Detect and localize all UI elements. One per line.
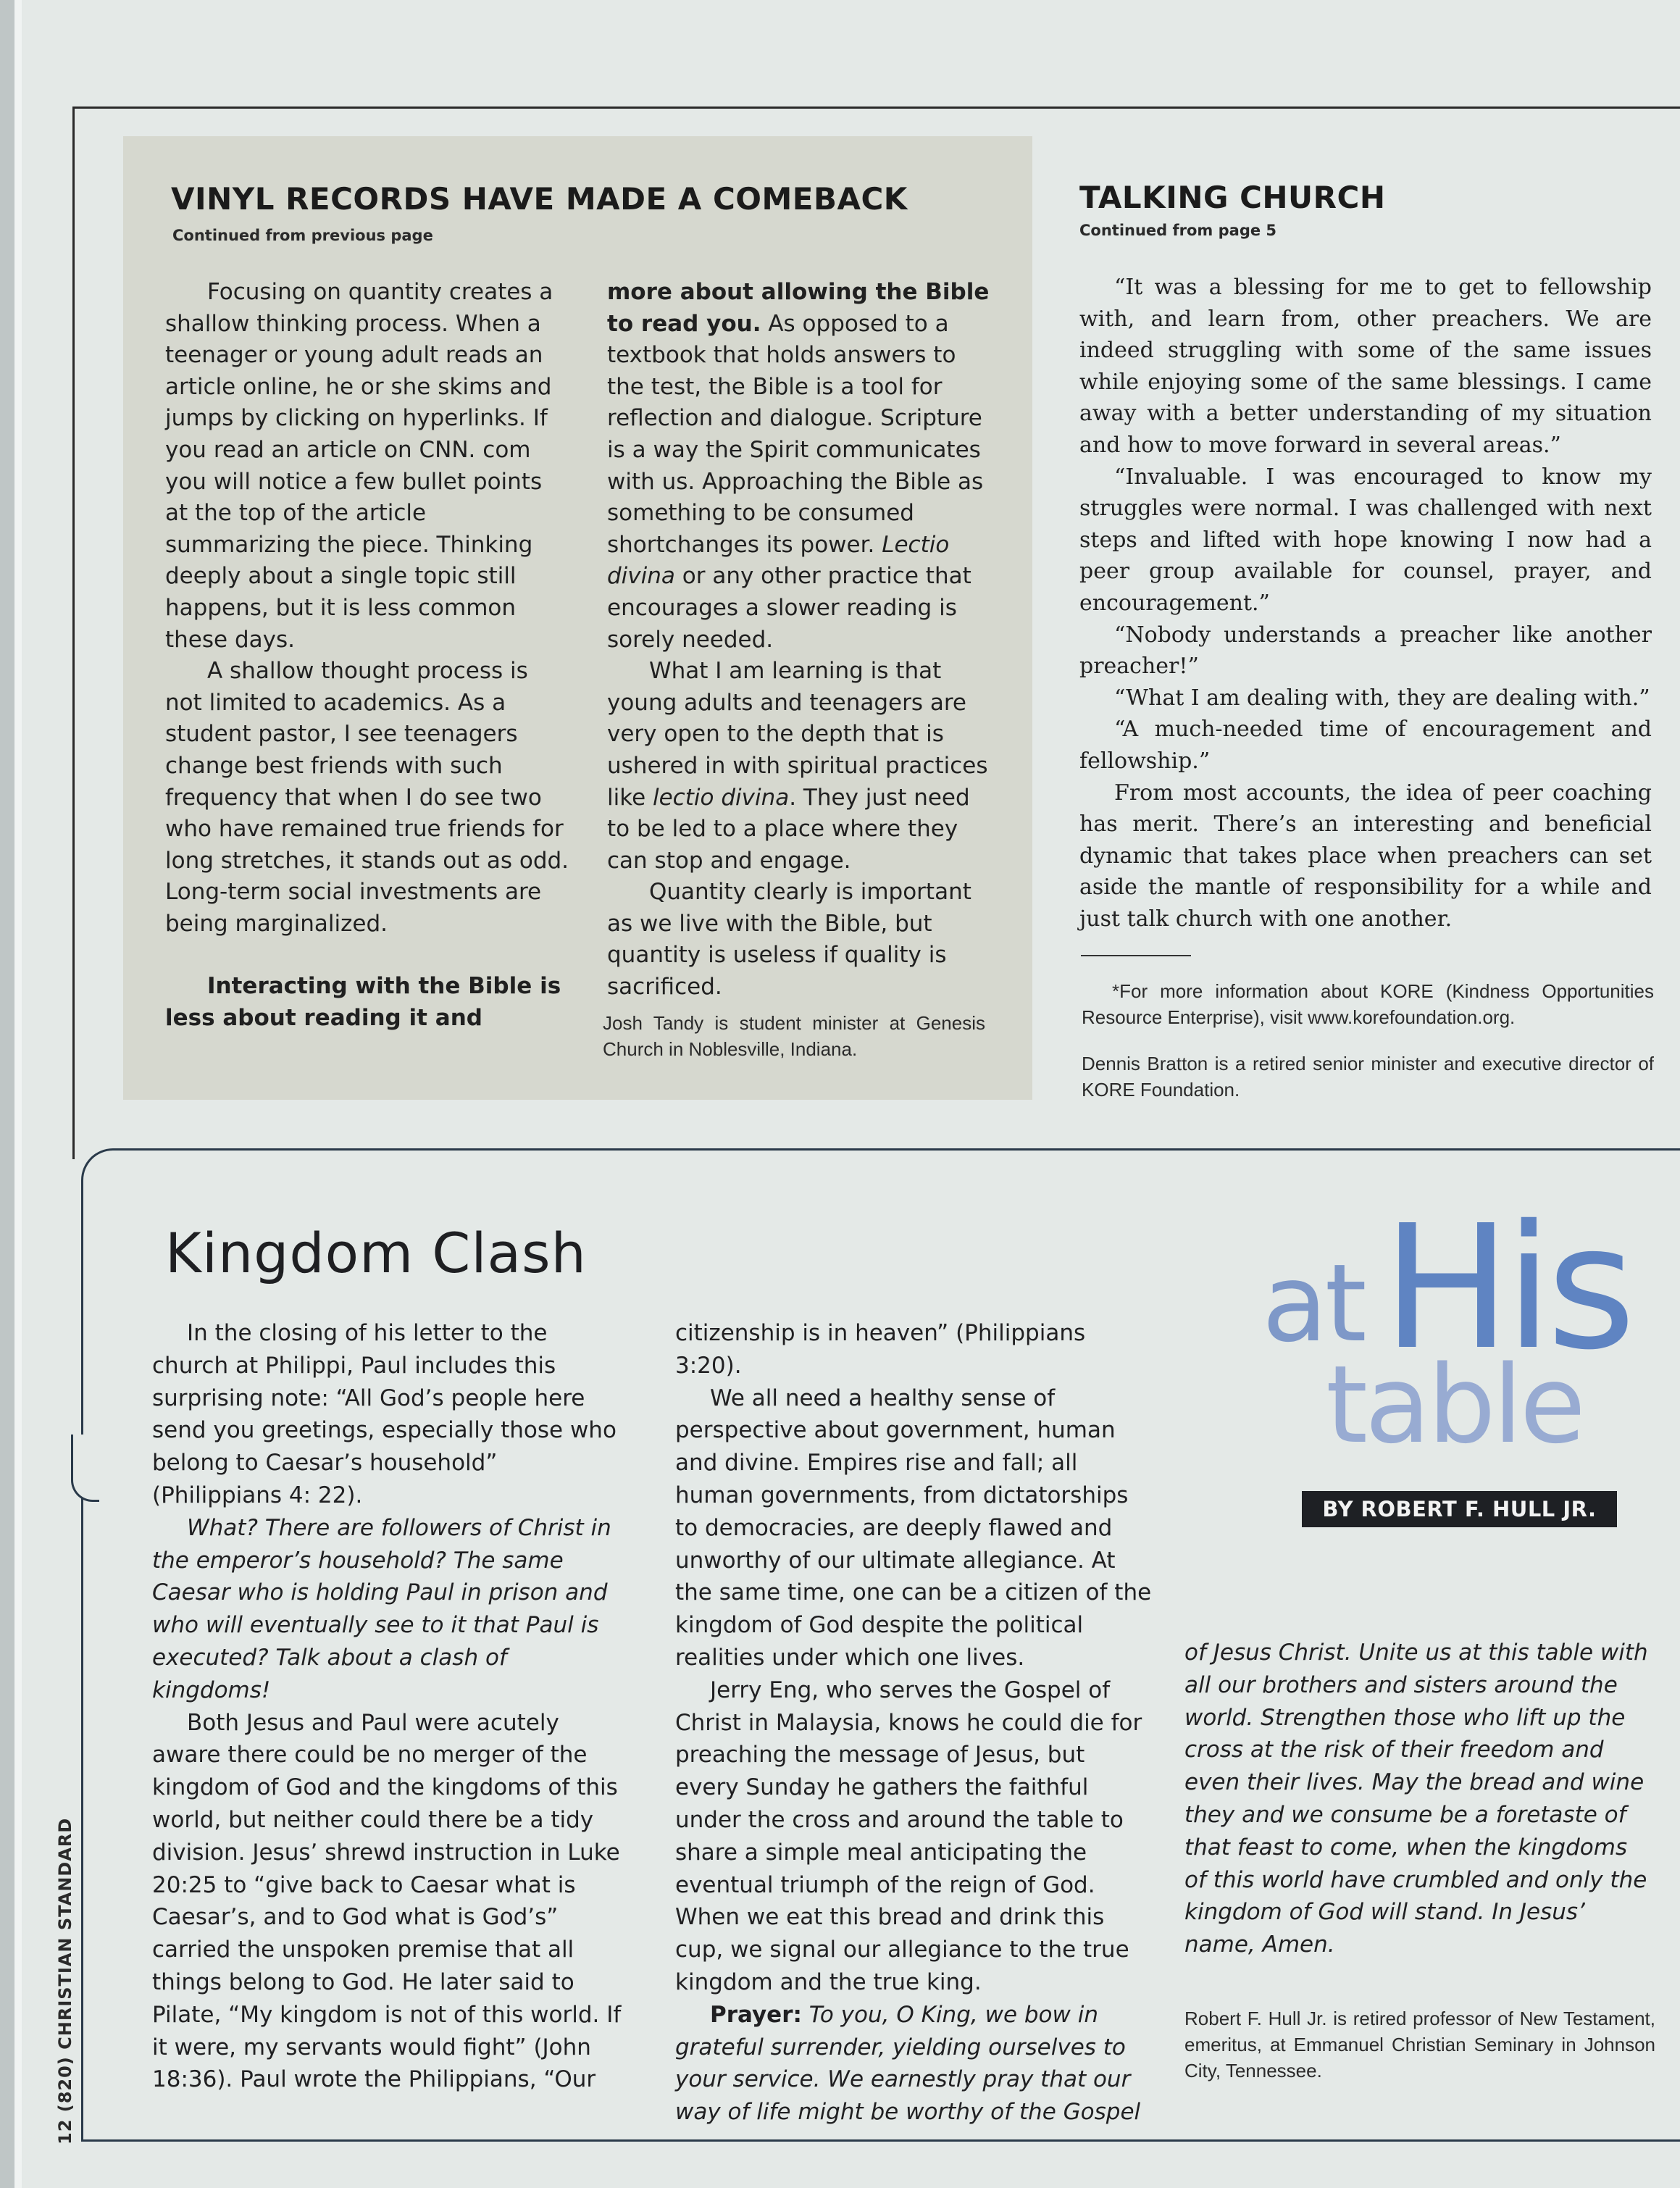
italic-text: lectio divina xyxy=(653,784,790,811)
vinyl-paragraph: A shallow thought process is not limited to academics. As a student pastor, I see teenagers change best friends with such frequency that when I do see two who have remained true friends for long stretches, it stands out as odd. Long-term social investments are being marginalized. xyxy=(165,658,569,937)
kingdom-column-2 xyxy=(675,1317,1153,2129)
kingdom-paragraph: Both Jesus and Paul were acutely aware there could be no merger of the kingdom of God and the kingdoms of this world, but neither could there be a tidy division. Jesus’ shrewd instruction in Luke 20:25 to “give back to Caesar what is Caesar’s, and to God what is God’s” carried the unspoken premise that all things belong to God. He later said to Pilate, “My kingdom is not of this world. If it were, my servants would fight” (John 18:36). Paul wrote the Philippians, “Our xyxy=(152,1709,622,2093)
talking-column xyxy=(1079,272,1652,935)
column-logo-table: table xyxy=(1326,1343,1583,1467)
quote-paragraph: “Nobody understands a preacher like another preacher!” xyxy=(1079,622,1652,680)
italic-text: of Jesus Christ. Unite us at this table with all our brothers and sisters around the world. Strengthen those who lift up the cross at the risk of their freedom and even their lives. May the bread and wine they and we consume be a foretaste of that feast to come, when the kingdoms of this world have crumbled and only the kingdom of God will stand. In Jesus’ name, Amen. xyxy=(1184,1640,1648,1958)
vinyl-paragraph xyxy=(607,277,998,656)
quote-paragraph: “It was a blessing for me to get to fellowship with, and learn from, other preachers. We are indeed struggling with some of the same issues while enjoying some of the same blessings. I came away with a better understanding of my situation and how to move forward in several areas.” xyxy=(1079,275,1652,458)
vinyl-paragraph xyxy=(607,656,998,877)
quote-paragraph: “Invaluable. I was encouraged to know my struggles were normal. I was challenged with next steps and lifted with hope knowing I now had a peer group available for counsel, prayer, and encouragement.” xyxy=(1079,464,1652,616)
italic-text: To you, O King, we bow in grateful surrender, yielding ourselves to your service. We earnestly pray that our way of life might be worthy of the Gospel xyxy=(675,2001,1141,2126)
kingdom-column-3 xyxy=(1184,1637,1648,1961)
text-run: or any other practice that encourages a slower reading is sorely needed. xyxy=(607,563,971,653)
kingdom-paragraph: citizenship is in heaven” (Philippians 3:20). xyxy=(675,1320,1086,1379)
vinyl-column-1 xyxy=(165,277,571,1035)
text-run: As opposed to a textbook that holds answers to the test, the Bible is a tool for reflection and dialogue. Scripture is a way the Spirit communicates with us. Approaching the Bible as something to be consumed shortchanges its power. xyxy=(607,310,984,558)
vinyl-continued-note: Continued from previous page xyxy=(172,227,433,244)
talking-article-title: TALKING CHURCH xyxy=(1079,180,1386,215)
vinyl-author-bio: Josh Tandy is student minister at Genesis Church in Noblesville, Indiana. xyxy=(603,1012,985,1060)
text-run: What I am learning is that young adults and teenagers are very open to the depth that is ushered in with spiritual practices like xyxy=(607,658,988,811)
kingdom-column-1 xyxy=(152,1317,630,2096)
vinyl-paragraph: Focusing on quantity creates a shallow thinking process. When a teenager or young adult reads an article online, he or she skims and jumps by clicking on hyperlinks. If you read an article on CNN. com you will notice a few bullet points at the top of the article summarizing the piece. Thinking deeply about a single topic still happens, but it is less common these days. xyxy=(165,279,553,653)
kingdom-paragraph-italic xyxy=(152,1512,630,1707)
footnote-divider xyxy=(1081,955,1191,956)
italic-text: What? There are followers of Christ in the emperor’s household? The same Caesar who is holding Paul in prison and who will eventually see to it that Paul is executed? Talk about a clash of kingdoms! xyxy=(152,1514,611,1703)
talking-continued-note: Continued from page 5 xyxy=(1079,222,1277,239)
kingdom-paragraph: In the closing of his letter to the church at Philippi, Paul includes this surprising note: “All God’s people here send you greetings, especially those who belong to Caesar’s household” (Philippians 4: 22). xyxy=(152,1320,617,1508)
byline-banner: BY ROBERT F. HULL JR. xyxy=(1302,1491,1617,1527)
text-run: . They just need to be led to a place where they can stop and engage. xyxy=(607,784,970,874)
kingdom-author-bio: Robert F. Hull Jr. is retired professor of New Testament, emeritus, at Emmanuel Christian Seminary in Johnson City, Tennessee. xyxy=(1184,2008,1655,2081)
vinyl-column-2 xyxy=(607,277,998,1003)
column-logo-at: at xyxy=(1262,1241,1364,1366)
bold-text: more about allowing the Bible to read you. xyxy=(607,279,990,337)
body-paragraph: From most accounts, the idea of peer coaching has merit. There’s an interesting and beneficial dynamic that takes place when preachers can set aside the mantle of responsibility for a while and just talk church with one another. xyxy=(1079,780,1652,932)
page-gutter xyxy=(0,0,14,2188)
column-logo-his: His xyxy=(1382,1188,1630,1387)
prayer-paragraph xyxy=(675,1999,1153,2129)
kingdom-paragraph: We all need a healthy sense of perspective about government, human and divine. Empires rise and fall; all human governments, from dictatorships to democracies, are deeply flawed and unworthy of our ultimate allegiance. At the same time, one can be a citizen of the kingdom of God despite the political realities under which one lives. xyxy=(675,1385,1152,1671)
page-gutter-highlight xyxy=(14,0,22,2188)
quote-paragraph: “A much-needed time of encouragement and fellowship.” xyxy=(1079,717,1652,774)
kingdom-paragraph: Jerry Eng, who serves the Gospel of Christ in Malaysia, knows he could die for preaching the message of Jesus, but every Sunday he gathers the faithful under the cross and around the table to share a simple meal anticipating the eventual triumph of the reign of God. When we eat this bread and drink this cup, we signal our allegiance to the true kingdom and the true king. xyxy=(675,1677,1142,1995)
talking-footnote: *For more information about KORE (Kindness Opportunities Resource Enterprise), visit www.korefoundation.org. xyxy=(1082,980,1654,1028)
talking-author-bio: Dennis Bratton is a retired senior minister and executive director of KORE Foundation. xyxy=(1082,1053,1654,1101)
quote-paragraph: “What I am dealing with, they are dealing with.” xyxy=(1114,685,1650,711)
italic-text: Lectio divina xyxy=(607,531,950,590)
bold-text: Interacting with the Bible is less about reading it and xyxy=(165,973,561,1032)
prayer-label: Prayer: xyxy=(710,2001,802,2028)
prayer-continuation xyxy=(1184,1637,1648,1961)
frame-notch xyxy=(71,1435,99,1502)
vinyl-paragraph-bold xyxy=(165,971,571,1034)
vinyl-article-title: VINYL RECORDS HAVE MADE A COMEBACK xyxy=(171,181,908,217)
vinyl-paragraph: Quantity clearly is important as we live with the Bible, but quantity is useless if quality is sacrificed. xyxy=(607,879,971,1001)
kingdom-article-title: Kingdom Clash xyxy=(165,1221,587,1285)
page-folio: 12 (820) CHRISTIAN STANDARD xyxy=(55,1817,75,2145)
